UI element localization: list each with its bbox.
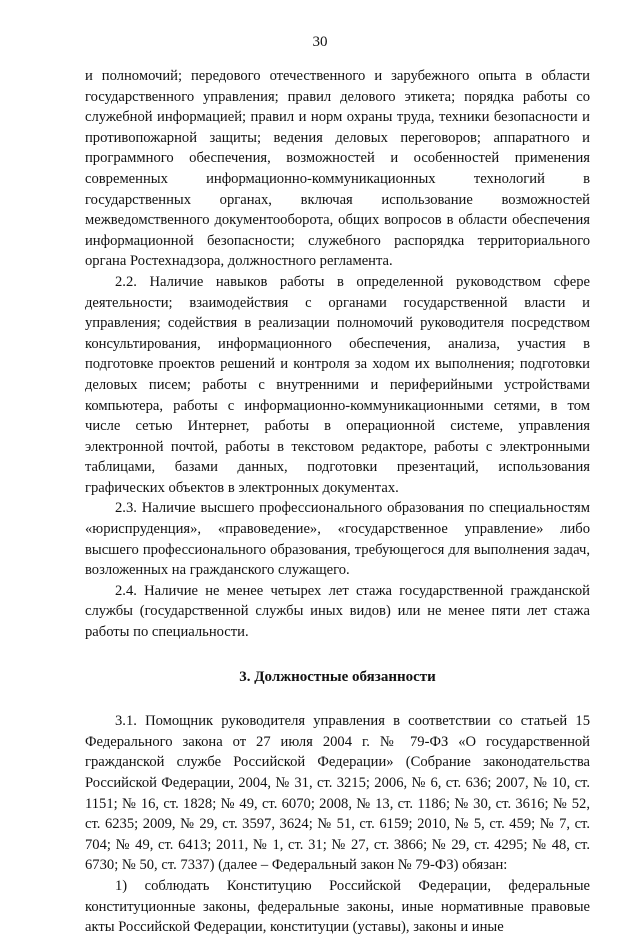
paragraph-3-1: 3.1. Помощник руководителя управления в соответствии со статьей 15 Федерального закона от 27 июля 2004 г. № 79-ФЗ «О государственной гражданской службе Российской Федерации» (Собрание законодательства Российской Федерации, 2004, № 31, ст. 3215; 2006, № 6, ст. 636; 2007, № 10, ст. 1151; № 16, ст. 1828; № 49, ст. 6070; 2008, № 13, ст. 1186; № 30, ст. 3616; № 52, ст. 6235; 2009, № 29, ст. 3597, 3624; № 51, ст. 6159; 2010, № 5, ст. 459; № 7, ст. 704; № 49, ст. 6413; 2011, № 1, ст. 31; № 27, ст. 3866; № 29, ст. 4295; № 48, ст. 6730; № 50, ст. 7337) (далее – Федеральный закон № 79-ФЗ) обязан: xyxy=(85,713,590,874)
page-number: 30 xyxy=(312,34,328,50)
paragraph-2-2: 2.2. Наличие навыков работы в определенной руководством сфере деятельности; взаимодействия с органами государственной власти и управления; содействия в реализации полномочий руководителя посредством консультирования, информационного обеспечения, анализа, участия в подготовке проектов решений и контроля за ходом их выполнения; подготовки деловых писем; работы с внутренними и периферийными устройствами компьютера, работы с информационно-коммуникационными сетями, в том числе сетью Интернет, работы в операционной системе, управления электронной почтой, работы в текстовом редакторе, работы с электронными таблицами, базами данных, подготовки презентаций, использования графических объектов в электронных документах. xyxy=(85,273,590,496)
paragraph-continuation: и полномочий; передового отечественного и зарубежного опыта в области государственного управления; правил делового этикета; порядка работы со служебной информацией; правил и норм охраны труда, техники безопасности и противопожарной защиты; ведения деловых переговоров; аппаратного и программного обеспечения, возможностей и особенностей применения современных информационно-коммуникационных технологий в государственных органах, включая использование возможностей межведомственного документооборота, общих вопросов в области обеспечения информационной безопасности; служебного распорядка территориального органа Ростехнадзора, должностного регламента. xyxy=(85,68,590,270)
section-heading: 3. Должностные обязанности xyxy=(239,668,436,685)
paragraph-2-4: 2.4. Наличие не менее четырех лет стажа государственной гражданской службы (государственной службы иных видов) или не менее пяти лет стажа работы по специальности. xyxy=(85,582,590,641)
paragraph-3-1-item-1: 1) соблюдать Конституцию Российской Федерации, федеральные конституционные законы, федеральные законы, иные нормативные правовые акты Российской Федерации, конституции (уставы), законы и иные xyxy=(85,877,590,936)
paragraph-2-3: 2.3. Наличие высшего профессионального образования по специальностям «юриспруденция», «правоведение», «государственное управление» либо высшего профессионального образования, требующегося для выполнения задач, возложенных на гражданского служащего. xyxy=(85,500,590,579)
document-body xyxy=(85,66,590,938)
